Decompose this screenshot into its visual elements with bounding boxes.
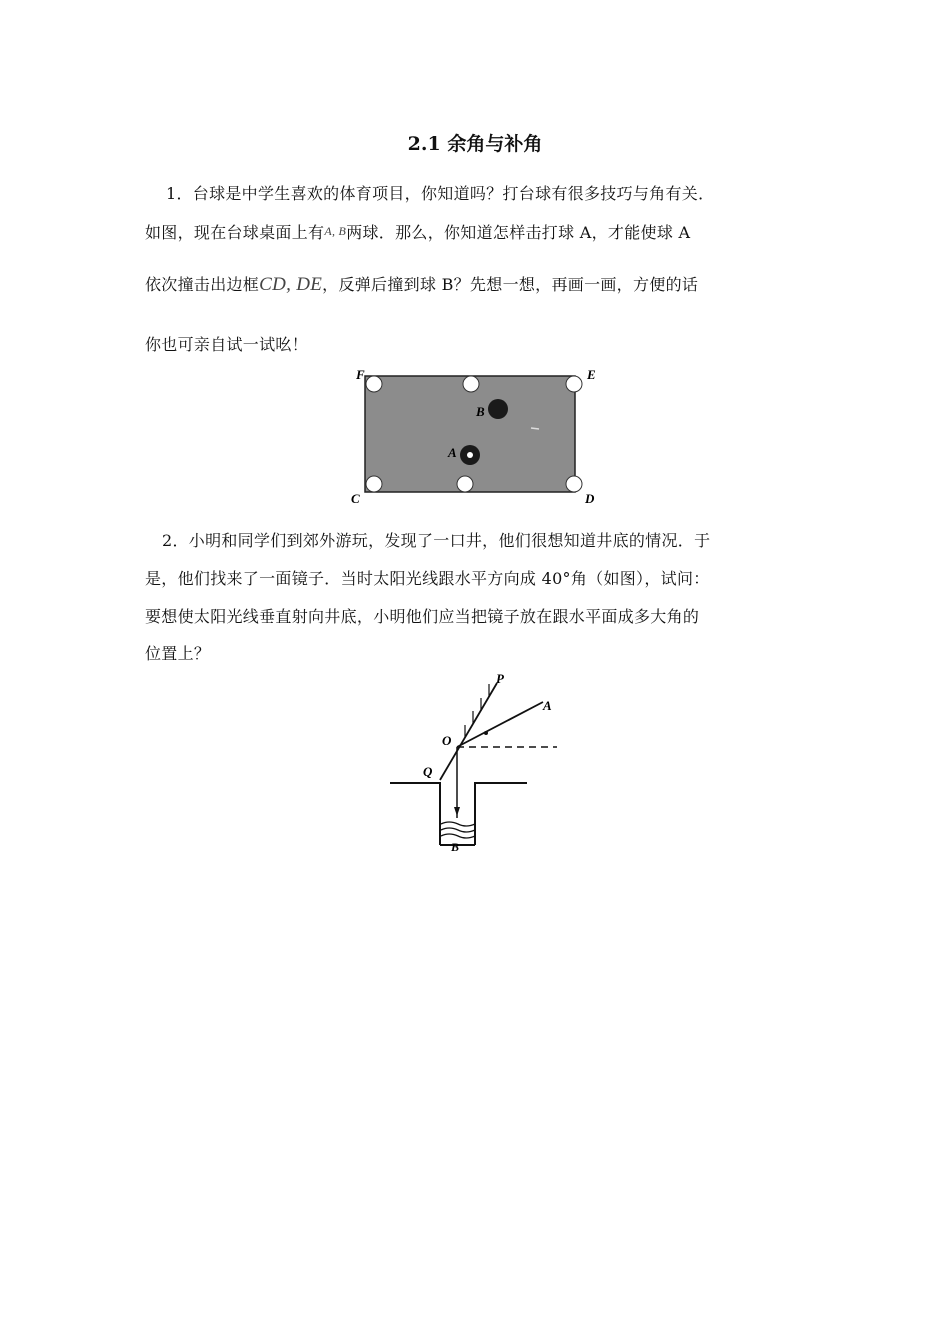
label-o: O — [442, 733, 452, 748]
math-ab: A, B — [324, 224, 347, 238]
ray-arrow-dot — [484, 731, 488, 735]
label-a2: A — [543, 698, 552, 713]
label-p: P — [496, 671, 504, 686]
ground-left — [390, 783, 440, 845]
water-wave-2 — [441, 828, 475, 832]
problem1-line3 — [145, 272, 698, 296]
pocket-top-middle — [463, 376, 479, 392]
problem2-line4: 位置上？ — [145, 644, 211, 663]
problem2-line3: 要想使太阳光线垂直射向井底，小明他们应当把镜子放在跟水平面成多大角的 — [145, 607, 700, 626]
pocket-e — [566, 376, 582, 392]
billiard-table-figure — [345, 360, 610, 508]
page-title: 2.1 余角与补角 — [407, 133, 543, 155]
pocket-c — [366, 476, 382, 492]
ball-a-center — [467, 452, 473, 458]
label-f: F — [356, 367, 365, 382]
problem1-line3-after: ，反弹后撞到球 B？先想一想，再画一画，方便的话 — [322, 275, 699, 294]
pocket-d — [566, 476, 582, 492]
water-wave-3 — [441, 834, 475, 838]
problem1-line2-after: 两球．那么，你知道怎样击打球 A，才能使球 A — [346, 223, 691, 242]
label-q: Q — [423, 764, 433, 779]
label-b2: B — [451, 840, 460, 853]
problem1-line4: 你也可亲自试一试吆！ — [145, 335, 309, 354]
problem2-line1: 2．小明和同学们到郊外游玩，发现了一口井，他们很想知道井底的情况．于 — [162, 531, 711, 550]
reflected-ray-arrowhead — [454, 807, 460, 816]
label-a: A — [448, 445, 457, 460]
well-mirror-figure — [385, 668, 565, 853]
ground-right — [475, 783, 527, 845]
math-cd-de: CD, DE — [259, 274, 323, 295]
problem2-line2: 是，他们找来了一面镜子．当时太阳光线跟水平方向成 40°角（如图），试问： — [145, 569, 710, 588]
sun-ray — [457, 702, 543, 747]
problem1-line2-before: 如图，现在台球桌面上有 — [145, 223, 325, 242]
problem1-line1: 1．台球是中学生喜欢的体育项目，你知道吗？打台球有很多技巧与角有关． — [166, 184, 715, 203]
pocket-bottom-middle — [457, 476, 473, 492]
label-d: D — [585, 491, 595, 506]
table-mark — [531, 428, 539, 429]
ball-b — [488, 399, 508, 419]
problem1-line3-before: 依次撞击出边框 — [145, 275, 260, 294]
pocket-f — [366, 376, 382, 392]
table-surface — [365, 376, 575, 492]
problem1-line2 — [145, 220, 690, 243]
label-e: E — [587, 367, 596, 382]
label-b: B — [476, 404, 485, 419]
label-c: C — [351, 491, 360, 506]
water-wave-1 — [441, 822, 475, 826]
